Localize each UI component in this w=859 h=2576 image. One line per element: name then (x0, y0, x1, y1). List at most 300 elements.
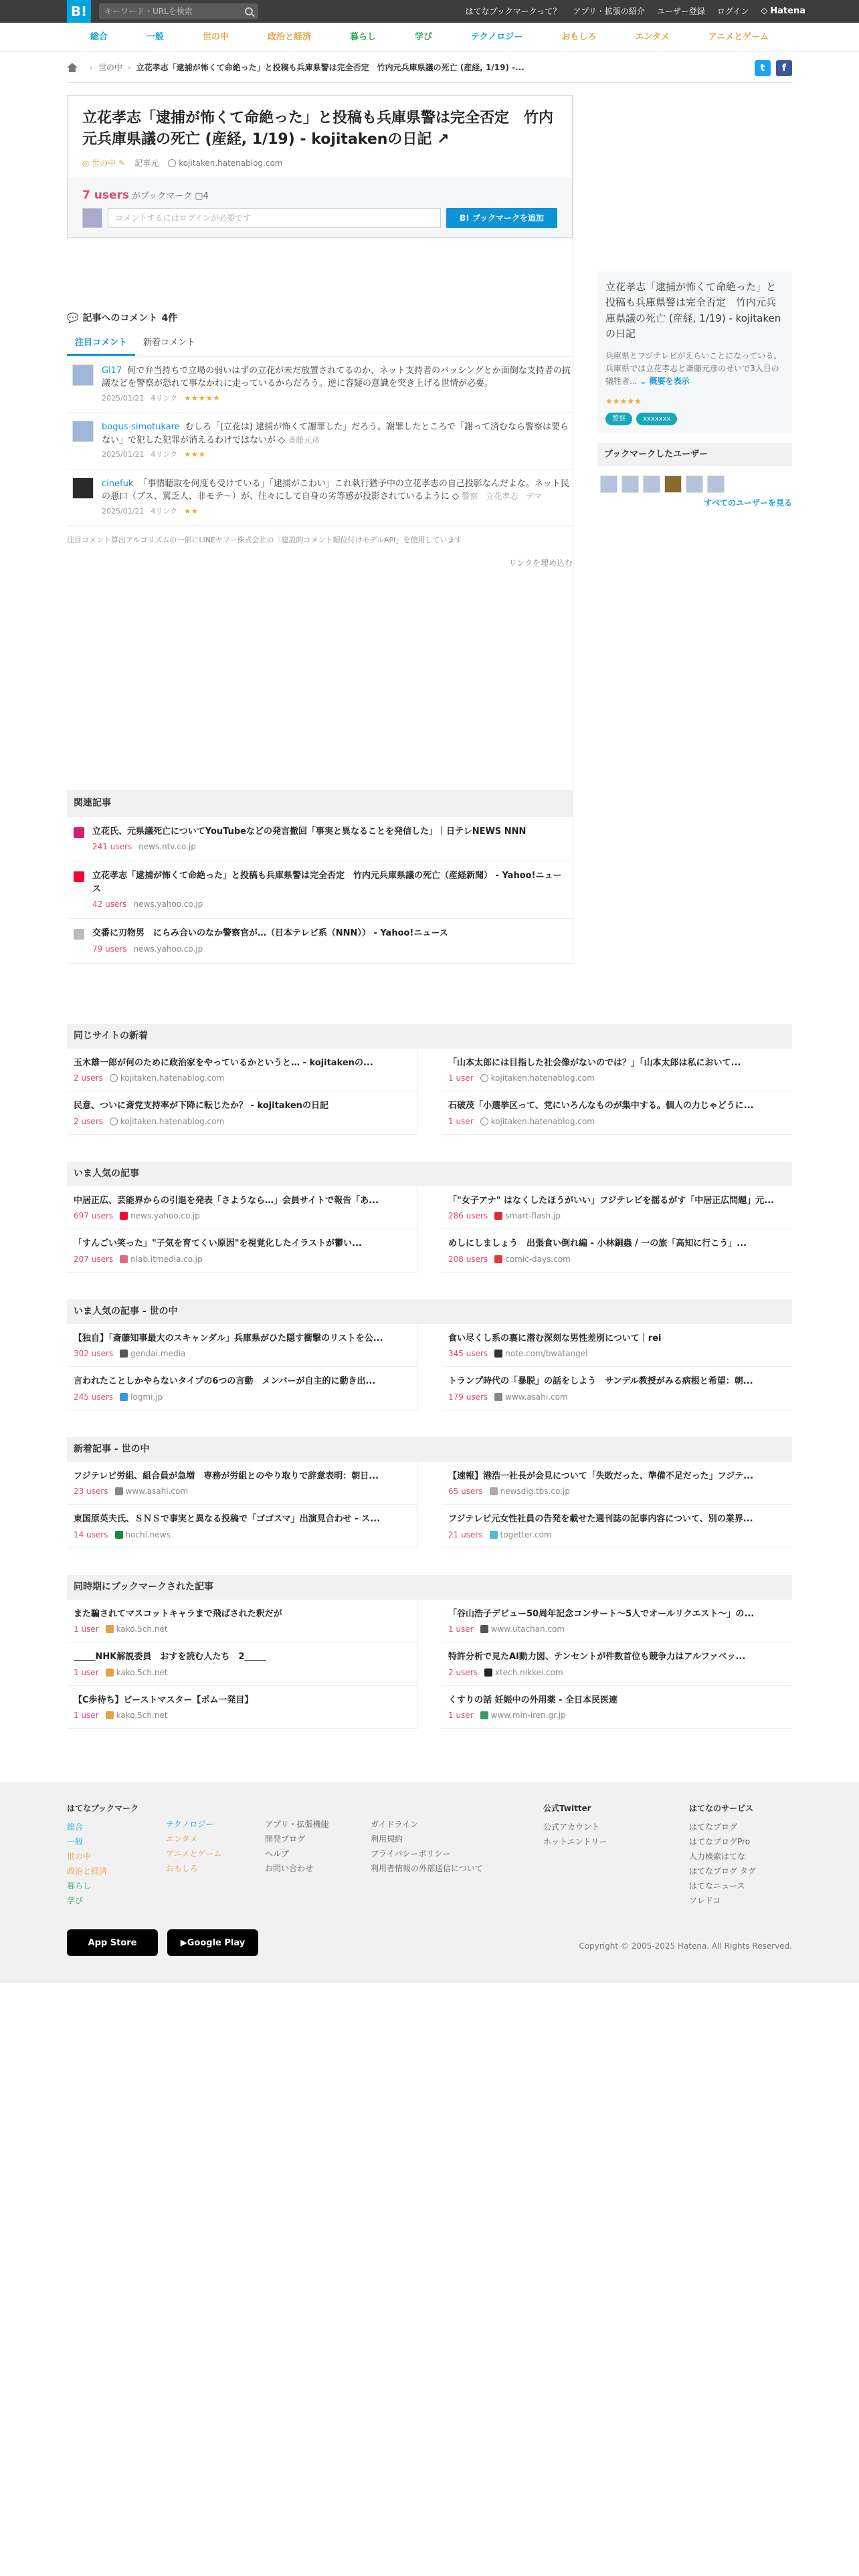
article-meta (448, 1529, 792, 1541)
section-popular (67, 1162, 792, 1273)
site-domain[interactable]: news.yahoo.co.jp (130, 1211, 200, 1221)
article-grid (67, 1600, 792, 1729)
article-card[interactable] (67, 1229, 417, 1273)
users-count[interactable]: 14 users (74, 1529, 108, 1539)
site-domain[interactable]: togetter.com (500, 1529, 552, 1539)
comment-user[interactable]: Gl17 (102, 365, 122, 376)
search-icon[interactable] (245, 7, 253, 15)
article-title[interactable]: また騙されてマスコットキャラまで飛ばされた釈だが (74, 1608, 282, 1619)
comment-meta (102, 449, 573, 461)
site-favicon-icon (74, 929, 84, 940)
hatena-brand-label: Hatena (770, 6, 805, 17)
comment-link-count[interactable]: 4リンク (151, 506, 178, 516)
article-meta (74, 1210, 407, 1222)
users-count[interactable]: 302 users (74, 1349, 114, 1359)
category-link[interactable]: 世の中 (202, 31, 229, 42)
store-badges (67, 1929, 792, 1956)
about-link[interactable]: はてなブックマークって？ (465, 7, 561, 16)
article-title[interactable]: 【独自】「斎藤知事最大のスキャンダル」兵庫県がひた隠す衝撃のリストを公... (74, 1333, 383, 1344)
article-title[interactable]: トランプ時代の「暴脱」の話をしよう サンデル教授がみる病根と希望：朝... (448, 1376, 753, 1387)
entry-title[interactable] (82, 108, 557, 150)
footer-bookmark-col (67, 1802, 147, 1909)
tab-new-comments[interactable]: 新着コメント (143, 338, 196, 348)
article-meta (74, 1253, 407, 1265)
footer-link[interactable]: 世の中 (67, 1852, 92, 1862)
site-domain[interactable]: kojitaken.hatenablog.com (490, 1116, 595, 1126)
category-link[interactable]: アニメとゲーム (708, 31, 769, 42)
article-meta (74, 1391, 407, 1403)
entry-tag[interactable]: 記事元 (134, 158, 159, 168)
site-favicon-icon (115, 1487, 123, 1495)
site-favicon-icon (490, 1487, 498, 1495)
article-card[interactable] (67, 1462, 417, 1505)
site-favicon-icon (120, 1393, 128, 1401)
article-grid (67, 1324, 792, 1410)
article-meta (74, 1623, 407, 1635)
edit-icon[interactable]: ✎ (118, 158, 126, 168)
users-suffix: がブックマーク (132, 191, 193, 201)
add-bookmark-button[interactable]: B! ブックマークを追加 (446, 208, 557, 228)
related-item[interactable] (67, 919, 573, 964)
article-card[interactable] (67, 1091, 417, 1135)
site-domain[interactable]: www.min-iren.gr.jp (490, 1711, 566, 1721)
comment-tags[interactable]: 斎藤元彦 (288, 435, 320, 445)
site-favicon-icon (490, 1531, 498, 1539)
users-count[interactable]: 2 users (74, 1116, 103, 1126)
avatar[interactable] (72, 421, 94, 442)
users-count[interactable]: 42 users (92, 899, 127, 909)
article-card[interactable] (67, 1367, 417, 1410)
article-meta (448, 1348, 792, 1360)
article-card[interactable] (442, 1462, 792, 1505)
comment-item (67, 356, 573, 413)
related-heading: 関連記事 (67, 790, 573, 817)
article-title[interactable]: くすりの話 妊娠中の外用薬 - 全日本民医連 (448, 1695, 617, 1705)
comment-date[interactable]: 2025/01/21 (102, 393, 145, 403)
site-favicon-icon (110, 1074, 118, 1082)
site-domain[interactable]: kako.5ch.net (116, 1711, 168, 1721)
sidebar-stars: ★★★★★ (605, 396, 642, 406)
site-favicon-icon (494, 1350, 502, 1358)
article-card[interactable] (442, 1642, 792, 1686)
top-header (0, 0, 859, 23)
site-domain[interactable]: www.asahi.com (125, 1487, 189, 1497)
footer-link[interactable]: アプリ・拡張機能 (265, 1820, 329, 1830)
show-summary-label[interactable]: 概要を表示 (649, 377, 690, 387)
users-count[interactable]: 1 user (74, 1711, 99, 1721)
lower-sections (67, 1024, 792, 1729)
article-meta (74, 1115, 407, 1128)
article-card[interactable] (67, 1049, 417, 1092)
article-title[interactable]: 中居正広、芸能界からの引退を発表「さようなら…」会員サイトで報告「あ... (74, 1195, 379, 1206)
related-title[interactable]: 立花氏、元県議死亡についてYouTubeなどの発言撤回「事実と異なることを発信した」｜日テレNEWS NNN (92, 826, 527, 837)
category-link[interactable]: 学び (414, 31, 432, 42)
site-domain[interactable]: kojitaken.hatenablog.com (120, 1116, 225, 1126)
entry-site[interactable] (168, 157, 282, 169)
breadcrumb-category[interactable]: 世の中 (98, 62, 122, 72)
users-count[interactable]: 697 users (74, 1211, 114, 1221)
hatena-brand[interactable] (761, 5, 805, 18)
site-domain[interactable]: news.yahoo.co.jp (133, 944, 203, 954)
footer-link[interactable]: エンタメ (166, 1834, 198, 1844)
site-favicon-icon (480, 1711, 488, 1719)
article-title[interactable]: 東国原英夫氏、ＳＮＳで事実と異なる投稿で「ゴゴスマ」出演見合わせ - ス... (74, 1514, 381, 1525)
comment-meta (102, 506, 573, 518)
footer-link[interactable]: ガイドライン (371, 1820, 419, 1830)
article-title[interactable]: 「"女子アナ" はなくしたほうがいい」フジテレビを揺るがす「中居正広問題」元... (448, 1195, 775, 1206)
footer-link[interactable]: 利用規約 (371, 1834, 403, 1844)
footer-link[interactable]: おもしろ (166, 1864, 199, 1874)
site-favicon-icon (480, 1074, 488, 1082)
article-meta (74, 1072, 407, 1084)
site-domain[interactable]: kojitaken.hatenablog.com (490, 1073, 595, 1083)
site-favicon-icon (106, 1669, 114, 1677)
article-title[interactable]: フジテレビ労組、組合員が急増 専務が労組とのやり取りで辞意表明：朝日... (74, 1471, 379, 1481)
article-title[interactable]: 「山本太郎には目指した社会像がないのでは？」「山本太郎は私において... (448, 1057, 741, 1068)
comment-user[interactable]: bogus-simotukare (102, 422, 180, 433)
google-play-label: Google Play (187, 1937, 246, 1948)
search-input[interactable] (99, 3, 258, 19)
site-domain[interactable]: comic-days.com (505, 1254, 571, 1264)
comments-section (67, 312, 573, 569)
footer-col4 (371, 1802, 524, 1909)
users-count[interactable]: 1 user (448, 1116, 474, 1126)
article-meta (74, 1667, 407, 1679)
related-title[interactable]: 立花孝志「逮捕が怖くて命絶った」と投稿も兵庫県警は完全否定 竹内元兵庫県議の死亡（産経新聞） - Yahoo!ニュース (92, 871, 562, 894)
entry-box (67, 95, 573, 238)
tab-popular-comments[interactable]: 注目コメント (67, 332, 135, 356)
site-domain[interactable]: logmi.jp (130, 1392, 163, 1402)
article-grid (67, 1462, 792, 1548)
users-count[interactable]: 23 users (74, 1487, 108, 1497)
related-meta (92, 943, 448, 955)
facebook-share-button[interactable]: f (776, 60, 792, 76)
related-list (67, 817, 573, 964)
users-count[interactable]: 21 users (448, 1529, 483, 1539)
article-card[interactable] (442, 1229, 792, 1273)
login-link[interactable]: ログイン (717, 7, 749, 16)
all-users-link[interactable]: すべてのユーザーを見る (704, 498, 792, 508)
comment-date[interactable]: 2025/01/21 (102, 506, 145, 516)
play-icon: ▶ (180, 1937, 187, 1948)
site-domain[interactable]: kako.5ch.net (116, 1667, 168, 1677)
article-card[interactable] (442, 1505, 792, 1548)
app-store-label: App Store (88, 1937, 137, 1948)
category-link[interactable]: エンタメ (635, 31, 670, 42)
article-grid (67, 1049, 792, 1135)
article-meta (448, 1667, 792, 1679)
avatar[interactable] (72, 477, 94, 499)
footer-link[interactable]: 公式アカウント (543, 1822, 599, 1832)
footer-links-3 (265, 1818, 352, 1874)
footer-link[interactable]: ソレドコ (689, 1896, 721, 1906)
footer-link[interactable]: はてなブログ タグ (689, 1866, 756, 1876)
article-title[interactable]: 「すんごい笑った」"子気を育てくい原因"を視覚化したイラストが鬱い... (74, 1239, 362, 1249)
footer-link[interactable]: 政治と経済 (67, 1866, 108, 1876)
section-same-site (67, 1024, 792, 1135)
footer-link[interactable]: 利用者情報の外部送信について (371, 1864, 483, 1874)
breadcrumb-separator: › (127, 62, 131, 72)
footer-links-4 (371, 1818, 524, 1874)
category-nav (0, 23, 859, 52)
site-domain[interactable]: xtech.nikkei.com (494, 1667, 563, 1677)
users-count[interactable]: 1 user (448, 1073, 474, 1083)
article-card[interactable] (67, 1186, 417, 1230)
article-title[interactable]: 【C歩待ち】ビーストマスター【ポム一発目】 (74, 1695, 254, 1705)
comment-row (82, 208, 557, 228)
site-favicon-icon (494, 1393, 502, 1401)
users-count[interactable]: 241 users (92, 842, 132, 852)
users-count[interactable]: 1 user (74, 1667, 99, 1677)
article-card[interactable] (442, 1049, 792, 1092)
comment-link-count[interactable]: 4リンク (151, 393, 178, 403)
related-meta (92, 898, 566, 910)
article-title[interactable]: めしにしましょう 出張食い倒れ編 - 小林銅蟲 / 一の旅「高知に行こう」... (448, 1239, 747, 1249)
article-title[interactable]: フジテレビ元女性社員の告発を載せた週刊誌の記事内容について、別の業界... (448, 1514, 753, 1525)
footer-link[interactable]: 総合 (67, 1822, 84, 1832)
avatar[interactable] (622, 475, 639, 493)
article-title[interactable]: 石破茂「小選挙区って、党にいろんなものが集中する。個人の力じゃどうに... (448, 1101, 754, 1111)
category-link[interactable]: 政治と経済 (267, 31, 311, 42)
site-domain[interactable]: gendai.media (130, 1349, 186, 1359)
twitter-share-button[interactable]: t (755, 60, 771, 76)
footer-link[interactable]: プライバシーポリシー (371, 1849, 451, 1859)
content-wrap (67, 83, 792, 964)
site-favicon-icon (74, 871, 84, 882)
comment-user[interactable]: cinefuk (102, 478, 134, 489)
section-heading: 新着記事 - 世の中 (67, 1437, 792, 1462)
site-domain[interactable]: kako.5ch.net (116, 1624, 168, 1634)
site-favicon-icon (120, 1255, 128, 1263)
embed-link[interactable]: リンクを埋め込む (508, 558, 573, 568)
bookmark-users-heading: ブックマークしたユーザー (597, 443, 792, 467)
comment-text-line: bogus-simotukare むしろ「(立花は) 逮捕が怖くて謝罪した」だろう。謝罪したところで「謝って済むなら警察は要らない」で犯した犯罪が消えるわけではないが ◇ 斎藤元彦 (102, 422, 569, 445)
article-card[interactable] (442, 1091, 792, 1135)
section-heading: 同時期にブックマークされた記事 (67, 1575, 792, 1600)
article-card[interactable] (442, 1600, 792, 1643)
footer-link[interactable]: はてなブログ (689, 1822, 738, 1832)
avatar[interactable] (600, 475, 617, 493)
section-same-time (67, 1575, 792, 1729)
sidebar (573, 83, 792, 964)
users-count[interactable]: 1 user (448, 1624, 474, 1634)
category-link[interactable]: 暮らし (349, 31, 376, 42)
comment-tags[interactable]: 警察 立花孝志 デマ (462, 492, 543, 502)
users-count[interactable]: 65 users (448, 1487, 483, 1497)
article-title[interactable]: 【速報】港浩一社長が会見について「失敗だった、準備不足だった」フジテ... (448, 1471, 754, 1481)
users-count[interactable]: 2 users (448, 1667, 478, 1677)
article-card[interactable] (442, 1686, 792, 1729)
comment-list (67, 356, 573, 526)
article-title[interactable]: _____NHK解説委員 おすを読む人たち 2_____ (74, 1652, 266, 1662)
article-card[interactable] (67, 1600, 417, 1643)
site-favicon-icon (494, 1212, 502, 1220)
sidebar-title[interactable]: 立花孝志「逮捕が怖くて命絶った」と投稿も兵庫県警は完全否定 竹内元兵庫県議の死亡 (産経, 1/19) - kojitakenの日記 (605, 281, 781, 340)
site-domain[interactable]: kojitaken.hatenablog.com (120, 1073, 225, 1083)
search-placeholder: キーワード・URLを検索 (104, 7, 193, 16)
article-title[interactable]: 食い尽くし系の裏に潜む深刻な男性差別について｜rei (448, 1333, 662, 1344)
algorithm-note: 注目コメント算出アルゴリズムの一部にLINEヤフー株式会社の「建設的コメント順位付けモデルAPI」を使用しています (67, 536, 462, 545)
tag-pill[interactable]: 警察 (605, 413, 632, 425)
site-domain[interactable]: www.asahi.com (505, 1392, 568, 1402)
footer-link[interactable]: 一般 (67, 1837, 84, 1847)
comment-count: 4 (203, 191, 209, 201)
page-end (0, 1983, 859, 2003)
site-domain[interactable]: newsdig.tbs.co.jp (500, 1487, 570, 1497)
entry-actions (68, 179, 572, 238)
site-favicon-icon (106, 1625, 114, 1633)
comment-text: 何で弁当持ちで立場の弱いはずの立花が未だ放置されてるのか、ネット支持者のバッシングとか面倒な支持者の抗議などを警察が恐れて事なかれに走っているからだろう。逆に容疑の意識を突き上げる世情が必要。 (102, 365, 571, 389)
entry-category-label[interactable]: 世の中 (92, 158, 116, 168)
site-domain[interactable]: smart-flash.jp (505, 1211, 561, 1221)
site-domain[interactable]: news.yahoo.co.jp (133, 899, 203, 909)
comment-link-count[interactable]: 4リンク (151, 450, 178, 459)
hatena-bookmark-logo[interactable]: B! (67, 0, 91, 23)
related-item[interactable] (67, 817, 573, 862)
users-count[interactable]: 245 users (74, 1392, 114, 1402)
site-favicon-icon (168, 159, 176, 167)
footer-link[interactable]: はてなニュース (689, 1881, 745, 1891)
article-card[interactable] (67, 1686, 417, 1729)
users-count[interactable]: 207 users (74, 1254, 114, 1264)
avatar[interactable] (707, 475, 725, 493)
related-item[interactable] (67, 861, 573, 919)
category-link[interactable]: 一般 (146, 31, 164, 42)
footer-twitter-heading: 公式Twitter (543, 1804, 591, 1814)
users-count[interactable]: 179 users (448, 1392, 488, 1402)
footer-link[interactable]: 人力検索はてな (689, 1852, 746, 1862)
site-favicon-icon (120, 1212, 128, 1220)
footer-link[interactable]: お問い合わせ (265, 1864, 314, 1874)
users-count[interactable]: 345 users (448, 1349, 488, 1359)
comment-text-line (102, 364, 573, 391)
avatar[interactable] (72, 364, 94, 386)
site-favicon-icon (120, 1350, 128, 1358)
footer-link[interactable]: 開発ブログ (265, 1834, 306, 1844)
entry-category[interactable]: ◎ 世の中 ✎ (82, 158, 126, 168)
star-rating: ★★ (184, 506, 199, 516)
article-card[interactable] (442, 1186, 792, 1230)
entry-site-label[interactable]: kojitaken.hatenablog.com (179, 158, 283, 168)
article-title[interactable]: 「谷山浩子デビュー50周年記念コンサート〜5人でオールリクエスト〜」の... (448, 1608, 755, 1619)
users-count[interactable]: 208 users (448, 1254, 488, 1264)
article-meta (74, 1709, 407, 1721)
comments-heading (67, 312, 573, 326)
comment-date[interactable]: 2025/01/21 (102, 450, 145, 459)
breadcrumb-separator: › (90, 62, 93, 72)
category-link[interactable]: テクノロジー (471, 31, 523, 42)
footer-link[interactable]: 暮らし (67, 1881, 92, 1891)
article-card[interactable] (67, 1505, 417, 1548)
category-link[interactable]: おもしろ (561, 31, 597, 42)
comment-body (102, 421, 573, 461)
article-grid (67, 1186, 792, 1273)
related-body (92, 927, 448, 955)
footer-link[interactable]: テクノロジー (166, 1820, 214, 1830)
section-heading: いま人気の記事 (67, 1162, 792, 1186)
section-heading: 同じサイトの新着 (67, 1024, 792, 1049)
users-count[interactable]: 79 users (92, 944, 127, 954)
site-favicon-icon (110, 1117, 118, 1125)
article-meta (448, 1072, 792, 1084)
site-favicon-icon (115, 1531, 123, 1539)
article-card[interactable] (442, 1324, 792, 1368)
article-card[interactable] (67, 1642, 417, 1686)
apps-link[interactable]: アプリ・拡張の紹介 (573, 7, 645, 16)
related-body (92, 825, 526, 853)
site-domain[interactable]: nlab.itmedia.co.jp (130, 1254, 203, 1264)
article-card[interactable] (67, 1324, 417, 1368)
users-count[interactable]: 1 user (74, 1624, 99, 1634)
footer-link[interactable]: はてなブログPro (689, 1837, 751, 1847)
related-body (92, 869, 566, 910)
footer-link[interactable]: アニメとゲーム (166, 1849, 222, 1859)
show-summary-link[interactable]: ⌄ 概要を表示 (640, 377, 690, 387)
users-count[interactable]: 286 users (448, 1211, 488, 1221)
comment-input[interactable]: コメントするにはログインが必要です (108, 208, 441, 228)
avatar[interactable] (643, 475, 660, 493)
site-favicon-icon (494, 1255, 502, 1263)
article-card[interactable] (442, 1367, 792, 1410)
article-title[interactable]: 特許分析で見たAI動力図、テンセントが件数首位も競争力はアルファベッ... (448, 1652, 746, 1662)
external-link-icon[interactable]: ↗ (437, 130, 450, 148)
entry-title-text[interactable]: 立花孝志「逮捕が怖くて命絶った」と投稿も兵庫県警は完全否定 竹内元兵庫県議の死亡 (産経, 1/19) - kojitakenの日記 (82, 110, 554, 148)
avatar[interactable] (664, 475, 682, 493)
site-domain[interactable]: news.ntv.co.jp (138, 842, 196, 852)
footer-twitter-links (543, 1821, 670, 1848)
site-domain[interactable]: note.com/bwatangel (505, 1349, 588, 1359)
article-title[interactable]: 言われたことしかやらないタイプの6つの言動 メンバーが自主的に動き出... (74, 1376, 376, 1387)
article-meta (448, 1623, 792, 1635)
sidebar-tags (605, 413, 784, 425)
sidebar-desc-text: 兵庫県とフジテレビがえらいことになっている。兵庫県では立花孝志と斎藤元彦のせいで3人目の犠牲者... (605, 351, 782, 387)
category-link[interactable]: 総合 (90, 31, 108, 42)
register-link[interactable]: ユーザー登録 (656, 7, 705, 16)
users-count[interactable]: 1 user (448, 1711, 474, 1721)
article-meta (448, 1391, 792, 1403)
article-title[interactable]: 玉木雄一郎が何のために政治家をやっているかというと… - kojitakenの... (74, 1057, 373, 1068)
entry-meta (82, 157, 557, 169)
sidebar-entry-card (597, 272, 792, 433)
footer-links (67, 1802, 792, 1909)
site-domain[interactable]: www.utachan.com (490, 1624, 565, 1634)
share-buttons (755, 60, 792, 76)
tag-pill[interactable]: xxxxxxx (636, 413, 677, 425)
comment-tabs (67, 332, 573, 356)
home-icon[interactable] (67, 63, 78, 72)
footer-link[interactable]: ヘルプ (265, 1849, 290, 1859)
footer-bookmark-heading: はてなブックマーク (67, 1804, 139, 1814)
users-count[interactable]: 2 users (74, 1073, 103, 1083)
avatar[interactable] (686, 475, 703, 493)
google-play-button[interactable] (167, 1929, 258, 1956)
article-meta (74, 1529, 407, 1541)
article-title[interactable]: 民意、ついに斎党支持率が下降に転じたか？ - kojitakenの日記 (74, 1101, 328, 1111)
comment-body (102, 364, 573, 405)
footer-link[interactable]: ホットエントリー (543, 1837, 607, 1847)
site-domain[interactable]: hochi.news (125, 1529, 171, 1539)
hatena-icon: ◇ (761, 6, 768, 17)
main-column (67, 83, 573, 964)
app-store-button[interactable] (67, 1929, 158, 1956)
copyright: Copyright © 2005-2025 Hatena. All Rights Reserved. (579, 1941, 792, 1951)
footer-link[interactable]: 学び (67, 1896, 84, 1906)
users-count[interactable]: 7 users (82, 188, 130, 202)
related-section (67, 790, 573, 964)
related-title[interactable]: 交番に刃物男 にらみ合いのなか警察官が…（日本テレビ系（NNN）） - Yahoo!ニュース (92, 928, 448, 939)
footer-services-col (689, 1802, 756, 1909)
breadcrumb-title: 立花孝志「逮捕が怖くて命絶った」と投稿も兵庫県警は完全否定 竹内元兵庫県議の死亡 (産経, 1/19) -... (136, 62, 524, 72)
